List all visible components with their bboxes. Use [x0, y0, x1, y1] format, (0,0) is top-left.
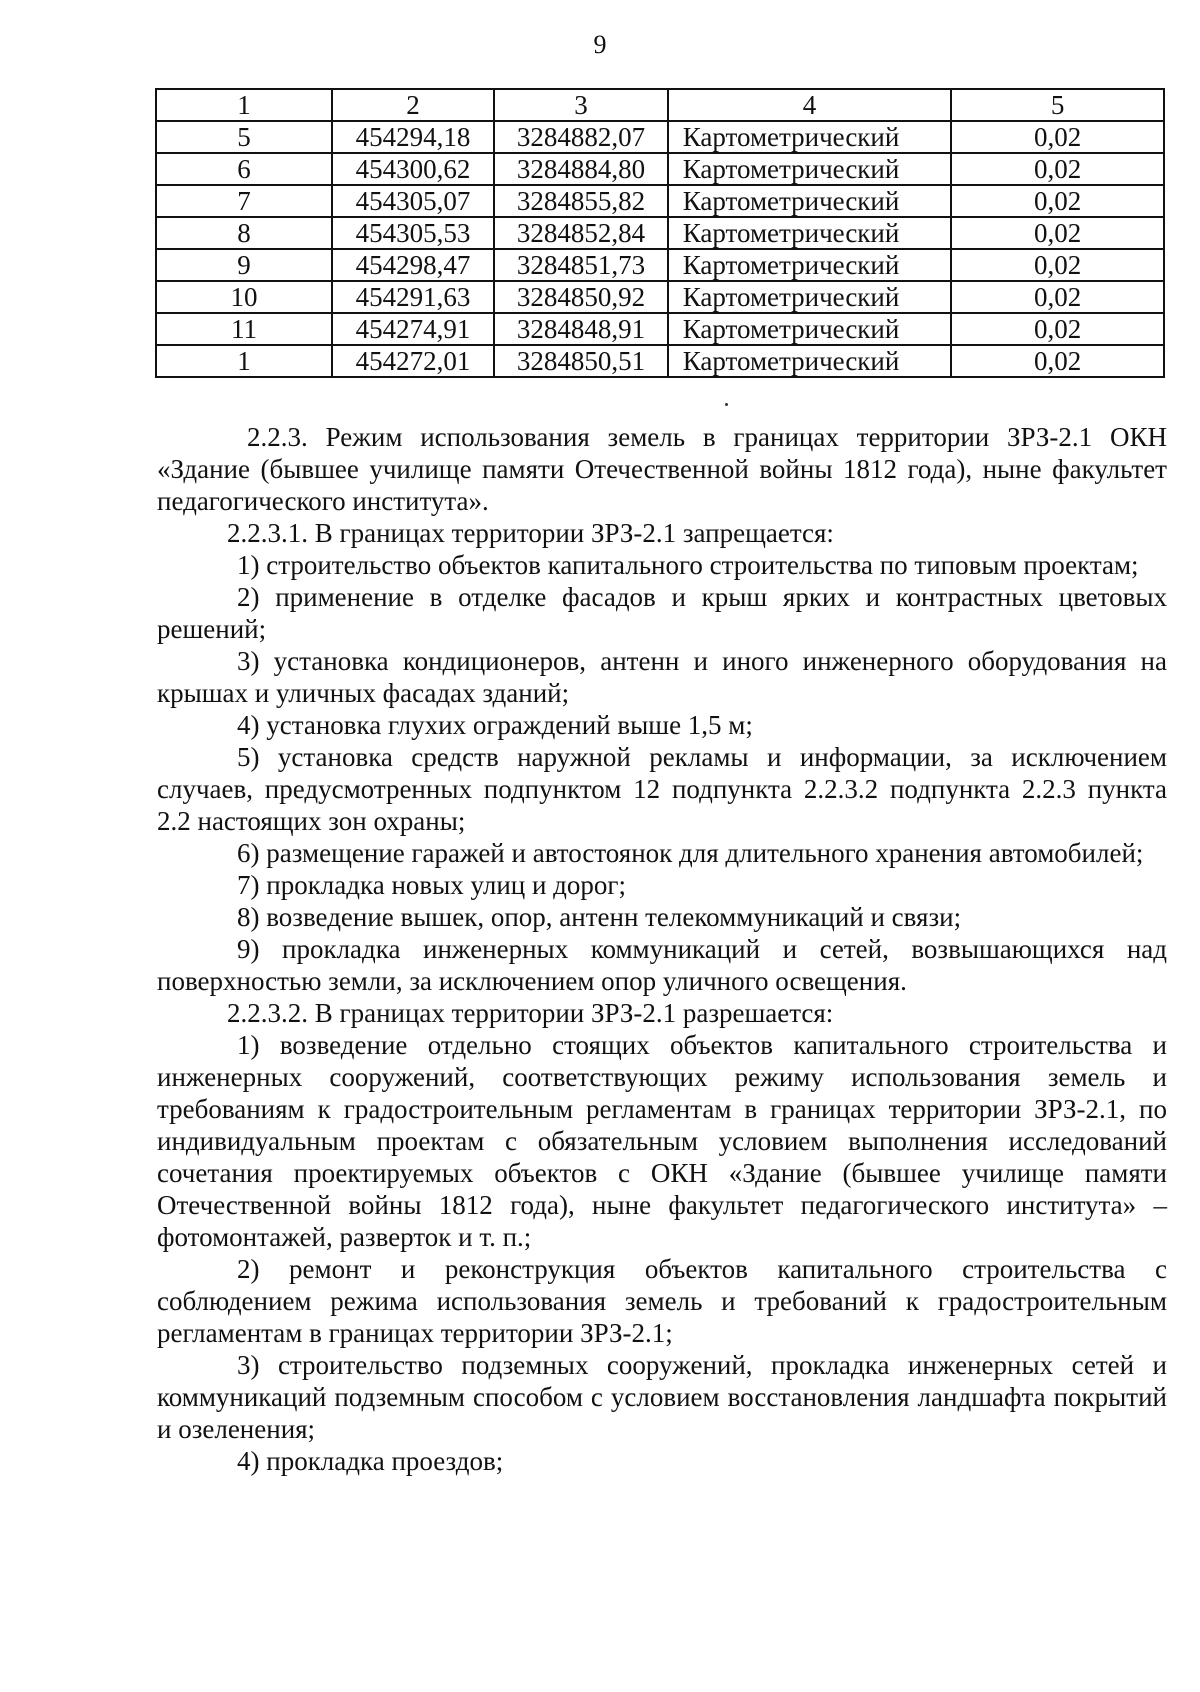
table-cell: 454272,01: [332, 345, 494, 377]
table-header-row: [156, 89, 1164, 121]
table-cell: 3284882,07: [494, 121, 668, 153]
table-cell: 454305,07: [332, 185, 494, 217]
table-cell: Картометрический: [668, 121, 952, 153]
list-item: 5) установка средств наружной рекламы и информации, за исключением случаев, предусмотренных подпунктом 12 подпункта 2.2.3.2 подпункта 2.2.3 пункта 2.2 настоящих зон охраны;: [157, 742, 1167, 836]
table-cell: 0,02: [951, 217, 1164, 249]
table-row: [156, 281, 1164, 313]
table-cell: 9: [156, 249, 332, 281]
table-cell: 0,02: [951, 313, 1164, 345]
table-row: [156, 153, 1164, 185]
table-cell: 0,02: [951, 281, 1164, 313]
list-item: 1) строительство объектов капитального строительства по типовым проектам;: [237, 550, 1139, 580]
table-cell: Картометрический: [668, 345, 952, 377]
table-cell: 0,02: [951, 345, 1164, 377]
table-cell: 10: [156, 281, 332, 313]
scan-speck: [725, 403, 728, 406]
table-row: [156, 345, 1164, 377]
table-header-cell: 4: [668, 89, 952, 121]
table-cell: 454274,91: [332, 313, 494, 345]
table-cell: 454300,62: [332, 153, 494, 185]
table-cell: Картометрический: [668, 313, 952, 345]
table-cell: 454294,18: [332, 121, 494, 153]
table-row: [156, 313, 1164, 345]
list-item: 2) применение в отделке фасадов и крыш ярких и контрастных цветовых решений;: [157, 582, 1167, 644]
table-cell: 3284884,80: [494, 153, 668, 185]
table-cell: 3284850,92: [494, 281, 668, 313]
table-cell: 454305,53: [332, 217, 494, 249]
table-header-cell: 1: [156, 89, 332, 121]
list-item: 4) прокладка проездов;: [237, 1446, 504, 1476]
table-row: [156, 121, 1164, 153]
coordinates-table: [155, 88, 1165, 378]
table-cell: 3284848,91: [494, 313, 668, 345]
table-cell: 1: [156, 345, 332, 377]
prohibited-heading: 2.2.3.1. В границах территории ЗРЗ-2.1 запрещается:: [227, 518, 834, 548]
section-heading: 2.2.3. Режим использования земель в границах территории ЗРЗ-2.1 ОКН «Здание (бывшее училище памяти Отечественной войны 1812 года), ныне факультет педагогического института».: [157, 422, 1167, 516]
table-header-cell: 5: [951, 89, 1164, 121]
page-number: 9: [593, 30, 607, 59]
table-cell: 11: [156, 313, 332, 345]
document-body: [157, 421, 1167, 1477]
table-row: [156, 217, 1164, 249]
table-cell: 7: [156, 185, 332, 217]
allowed-heading: 2.2.3.2. В границах территории ЗРЗ-2.1 разрешается:: [227, 998, 834, 1028]
table-cell: 5: [156, 121, 332, 153]
list-item: 1) возведение отдельно стоящих объектов капитального строительства и инженерных сооружений, соответствующих режиму использования земель и требованиям к градостроительным регламентам в границах территории ЗРЗ-2.1, по индивидуальным проектам с обязательным условием выполнения исследований сочетания проектируемых объектов с ОКН «Здание (бывшее училище памяти Отечественной войны 1812 года), ныне факультет педагогического института» – фотомонтажей, разверток и т. п.;: [157, 1030, 1167, 1252]
table-cell: 454291,63: [332, 281, 494, 313]
table-header-cell: 2: [332, 89, 494, 121]
table-cell: 0,02: [951, 249, 1164, 281]
list-item: 3) строительство подземных сооружений, прокладка инженерных сетей и коммуникаций подземным способом с условием восстановления ландшафта покрытий и озеленения;: [157, 1350, 1167, 1444]
table-cell: 0,02: [951, 185, 1164, 217]
table-cell: Картометрический: [668, 153, 952, 185]
table-header-cell: 3: [494, 89, 668, 121]
table-cell: Картометрический: [668, 217, 952, 249]
list-item: 6) размещение гаражей и автостоянок для длительного хранения автомобилей;: [237, 838, 1144, 868]
table-cell: 3284852,84: [494, 217, 668, 249]
table-row: [156, 249, 1164, 281]
list-item: 8) возведение вышек, опор, антенн телекоммуникаций и связи;: [237, 902, 962, 932]
table-cell: Картометрический: [668, 249, 952, 281]
table-cell: Картометрический: [668, 281, 952, 313]
table-cell: 3284851,73: [494, 249, 668, 281]
list-item: 4) установка глухих ограждений выше 1,5 м;: [237, 710, 753, 740]
table-cell: 3284850,51: [494, 345, 668, 377]
list-item: 3) установка кондиционеров, антенн и иного инженерного оборудования на крышах и уличных фасадах зданий;: [157, 646, 1167, 708]
table-cell: 0,02: [951, 121, 1164, 153]
list-item: 2) ремонт и реконструкция объектов капитального строительства с соблюдением режима использования земель и требований к градостроительным регламентам в границах территории ЗРЗ-2.1;: [157, 1254, 1167, 1348]
list-item: 9) прокладка инженерных коммуникаций и сетей, возвышающихся над поверхностью земли, за исключением опор уличного освещения.: [157, 934, 1167, 996]
table-cell: 8: [156, 217, 332, 249]
table-cell: 3284855,82: [494, 185, 668, 217]
list-item: 7) прокладка новых улиц и дорог;: [237, 870, 626, 900]
table-cell: Картометрический: [668, 185, 952, 217]
table-cell: 454298,47: [332, 249, 494, 281]
table-cell: 6: [156, 153, 332, 185]
table-row: [156, 185, 1164, 217]
table-cell: 0,02: [951, 153, 1164, 185]
